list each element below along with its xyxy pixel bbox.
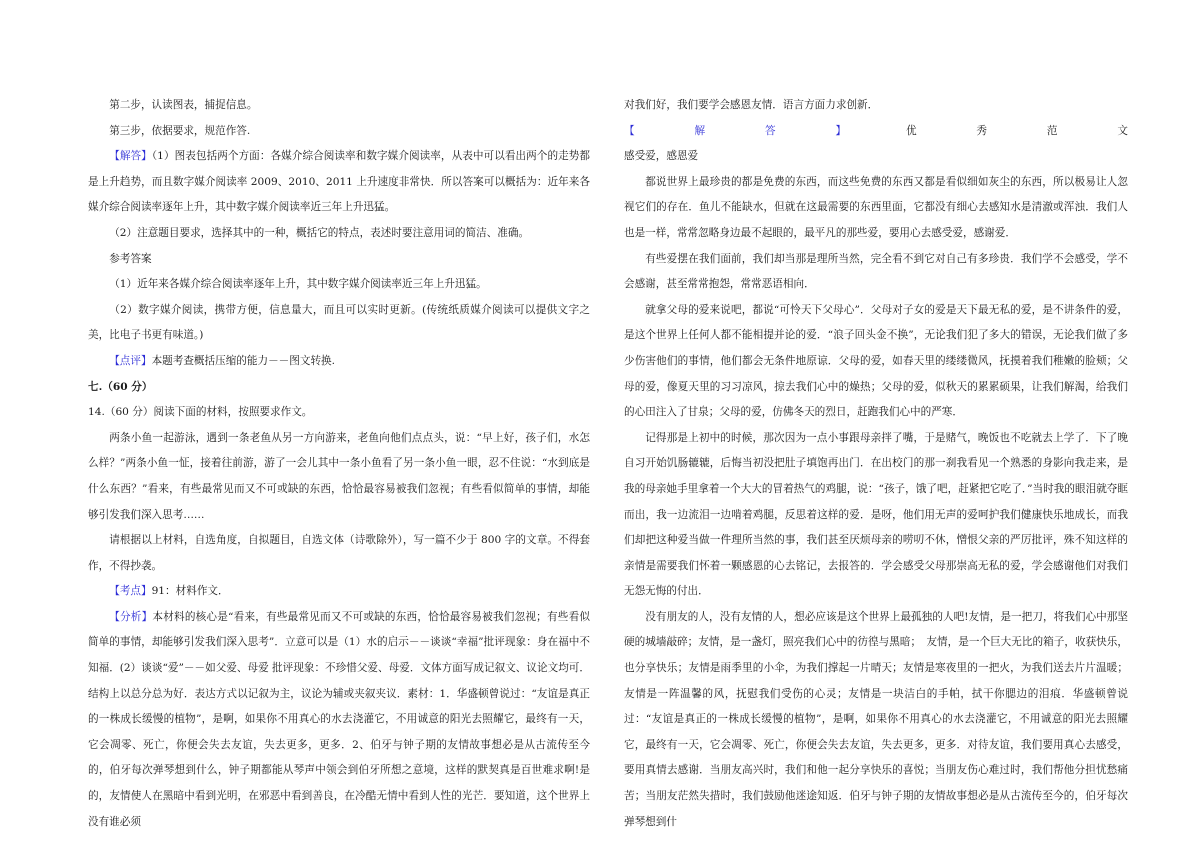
analysis-paragraph bbox=[88, 605, 590, 835]
essay-paragraph-3: 就拿父母的爱来说吧，都说“可怜天下父母心”．父母对子女的爱是天下最无私的爱，是不讲条件的爱，是这个世界上任何人都不能相提并论的爱．“浪子回头金不换”，无论我们犯了多大的错误，无论我们做了多少伤害他们的事情，他们都会无条件地原谅．父母的爱，如春天里的缕缕微风，抚摸着我们稚嫩的脸颊；父母的爱，像夏天里的习习凉风，掠去我们心中的燥热；父母的爱，似秋天的累累硕果，让我们解渴，给我们的心田注入了甘泉；父母的爱，仿佛冬天的烈日，赶跑我们心中的严寒． bbox=[624, 303, 1128, 419]
comment-paragraph bbox=[88, 349, 590, 375]
step-two: 第二步，认读图表，捕捉信息。 bbox=[109, 99, 258, 111]
kaodian-paragraph bbox=[88, 579, 590, 605]
right-column bbox=[624, 93, 1128, 835]
answer-char-2: 答 bbox=[764, 124, 776, 137]
answer-char-1: 解 bbox=[694, 124, 706, 137]
comment-tag: 【点评】 bbox=[109, 354, 152, 367]
reference-answer-title: 参考答案 bbox=[109, 252, 152, 265]
model-essay-char-2: 秀 bbox=[976, 124, 988, 137]
material-text: 两条小鱼一起游泳，遇到一条老鱼从另一方向游来，老鱼向他们点点头，说：“早上好，孩子们，水怎么样？”两条小鱼一怔，接着往前游，游了一会儿其中一条小鱼看了另一条小鱼一眼，忍不住说：“水到底是什么东西？”看来，有些最常见而又不可或缺的东西，恰恰最容易被我们忽视；有些看似简单的事情，却能够引发我们深入思考…… bbox=[88, 431, 590, 521]
answer-bracket-close: 】 bbox=[835, 124, 847, 137]
essay-paragraph-5: 没有朋友的人，没有友情的人，想必应该是这个世界上最孤独的人吧!友情，是一把刀，将我们心中那坚硬的城墙敲碎；友情，是一盏灯，照亮我们心中的彷徨与黑暗； 友情，是一个巨大无比的箱子，收获快乐，也分享快乐；友情是雨季里的小伞，为我们撑起一片晴天；友情是寒夜里的一把火，为我们送去片片温暖；友情是一阵温馨的风，抚慰我们受伤的心灵；友情是一块洁白的手帕，拭干你腮边的泪痕．华盛顿曾说过：“友谊是真正的一株成长缓慢的植物”，是啊，如果你不用真心的水去浇灌它，不用诚意的阳光去照耀它，最终有一天，它会凋零、死亡，你便会失去友谊，失去更多，更多．对待友谊，我们要用真心去感受，要用真情去感谢．当朋友高兴时，我们和他一起分享快乐的喜悦；当朋友伤心难过时，我们帮他分担忧愁痛苦；当朋友茫然失措时，我们鼓励他迷途知返．伯牙与钟子期的友情故事想必是从古流传至今的，伯牙每次弹琴想到什 bbox=[624, 610, 1128, 828]
kaodian-text: 91：材料作文． bbox=[151, 585, 229, 598]
answer-paragraph bbox=[88, 144, 590, 221]
essay-paragraph-4: 记得那是上初中的时候，那次因为一点小事跟母亲拌了嘴，于是赌气，晚饭也不吃就去上学了．下了晚自习开始饥肠辘辘，后悔当初没把肚子填饱再出门．在出校门的那一刹我看见一个熟悉的身影向我走来，是我的母亲她手里拿着一个大大的冒着热气的鸡腿，说：“孩子，饿了吧，赶紧把它吃了．”当时我的眼泪就夺眶而出，我一边流泪一边啃着鸡腿，反思着这样的爱．是呀，他们用无声的爱呵护我们健康快乐地成长，而我们却把这种爱当做一件理所当然的事，我们甚至厌烦母亲的唠叨不休，憎恨父亲的严厉批评，殊不知这样的亲情是需要我们怀着一颗感恩的心去铭记，去报答的．学会感受父母那崇高无私的爱，学会感谢他们对我们无怨无悔的付出． bbox=[624, 431, 1128, 598]
step-three: 第三步，依据要求，规范作答. bbox=[109, 124, 251, 137]
answer-paragraph-2: （2）注意题目要求，选择其中的一种，概括它的特点，表述时要注意用词的简洁、准确。 bbox=[109, 226, 530, 239]
answer-bracket-open: 【 bbox=[624, 124, 635, 137]
analysis-tag: 【分析】 bbox=[109, 610, 153, 623]
model-essay-char-4: 文 bbox=[1117, 124, 1128, 137]
essay-paragraph-2: 有些爱摆在我们面前，我们却当那是理所当然，完全看不到它对自己有多珍贵．我们学不会感受，学不会感谢，甚至常常抱怨，常常恶语相向． bbox=[624, 252, 1128, 291]
essay-title: 感受爱，感恩爱 bbox=[624, 150, 699, 163]
model-essay-char-1: 优 bbox=[905, 124, 917, 137]
model-essay-char-3: 范 bbox=[1046, 124, 1058, 137]
reference-answer-1: （1）近年来各媒介综合阅读率逐年上升，其中数字媒介阅读率近三年上升迅猛。 bbox=[109, 278, 487, 291]
right-continuation: 对我们好，我们要学会感恩友情．语言方面力求创新． bbox=[624, 99, 879, 111]
essay-paragraph-1: 都说世界上最珍贵的都是免费的东西，而这些免费的东西又都是看似细如灰尘的东西，所以极易让人忽视它们的存在．鱼儿不能缺水，但就在这最需要的东西里面，它都没有细心去感知水是清澈或浑浊．我们人也是一样，常常忽略身边最不起眼的，最平凡的那些爱，要用心去感受爱，感谢爱． bbox=[624, 175, 1128, 239]
requirement-text: 请根据以上材料，自选角度，自拟题目，自选文体（诗歌除外），写一篇不少于 800 字的文章。不得套作，不得抄袭。 bbox=[88, 534, 590, 572]
left-column bbox=[88, 93, 590, 835]
comment-text: 本题考查概括压缩的能力－－图文转换. bbox=[151, 354, 336, 367]
kaodian-tag: 【考点】 bbox=[109, 585, 152, 598]
answer-tag: 【解答】 bbox=[109, 150, 152, 163]
model-essay-heading bbox=[624, 119, 1128, 145]
answer-text: （1）图表包括两个方面：各媒介综合阅读率和数字媒介阅读率，从表中可以看出两个的走势都是上升趋势，而且数字媒介阅读率 2009、2010、2011 上升速度非常快．所以答案可以概括为：近年来各媒介综合阅读率逐年上升，其中数字媒介阅读率近三年上升迅猛。 bbox=[88, 150, 591, 214]
analysis-text: 本材料的核心是“看来，有些最常见而又不可或缺的东西，恰恰最容易被我们忽视；有些看似简单的事情，却能够引发我们深入思考”．立意可以是（1）水的启示－－谈谈“幸福”批评现象：身在福中不知福．(2）谈谈“爱”－－如父爱、母爱 批评现象：不珍惜父爱、母爱．文体方面写成记叙文、议论文均可．结构上以总分总为好．表达方式以记叙为主，议论为辅或夹叙夹议．素材：1．华盛顿曾说过：“友谊是真正的一株成长缓慢的植物”，是啊，如果你不用真心的水去浇灌它，不用诚意的阳光去照耀它，最终有一天，它会凋零、死亡，你便会失去友谊，失去更多，更多．2、伯牙与钟子期的友情故事想必是从古流传至今的，伯牙每次弹琴想到什么，钟子期都能从琴声中领会到伯牙所想之意境，这样的默契真是百世难求啊!是的，友情使人在黑暗中看到光明，在邪恶中看到善良，在冷酷无情中看到人性的光芒．要知道，这个世界上没有谁必须 bbox=[88, 610, 590, 828]
reference-answer-2: （2）数字媒介阅读，携带方便，信息量大，而且可以实时更新。(传统纸质媒介阅读可以提供文字之美，比电子书更有味道。) bbox=[88, 303, 590, 342]
section-title: 七.（60 分） bbox=[88, 380, 153, 393]
question-14: 14.（60 分）阅读下面的材料，按照要求作文。 bbox=[88, 406, 313, 419]
